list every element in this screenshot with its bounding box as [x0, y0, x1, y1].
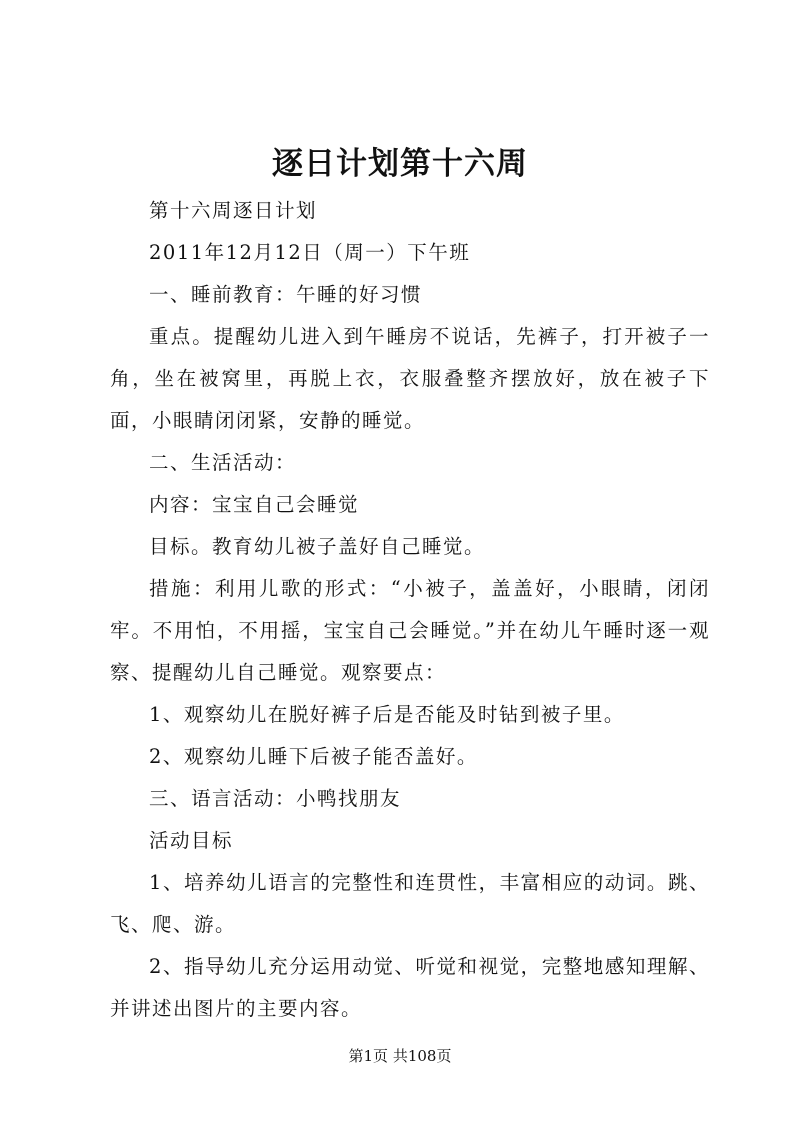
document-body — [110, 190, 710, 1030]
paragraph-goal-2: 2、指导幼儿充分运用动觉、听觉和视觉，完整地感知理解、并讲述出图片的主要内容。 — [110, 955, 710, 1020]
paragraph-content: 内容：宝宝自己会睡觉 — [149, 493, 360, 516]
paragraph-date: 2011年12月12日（周一）下午班 — [149, 241, 471, 264]
paragraph-plan-heading: 第十六周逐日计划 — [149, 199, 318, 222]
paragraph-observation-2: 2、观察幼儿睡下后被子能否盖好。 — [149, 745, 478, 768]
paragraph-activity-goals: 活动目标 — [149, 829, 234, 852]
page-footer: 第1页 共108页 — [348, 1047, 452, 1065]
document-title: 逐日计划第十六周 — [272, 146, 528, 182]
paragraph-observation-1: 1、观察幼儿在脱好裤子后是否能及时钻到被子里。 — [149, 703, 625, 726]
paragraph-key-points: 重点。提醒幼儿进入到午睡房不说话，先裤子，打开被子一角，坐在被窝里，再脱上衣，衣服叠整齐摆放好，放在被子下面，小眼睛闭闭紧，安静的睡觉。 — [110, 325, 710, 432]
paragraph-section-3: 三、语言活动：小鸭找朋友 — [149, 787, 402, 810]
paragraph-goal-1: 1、培养幼儿语言的完整性和连贯性，丰富相应的动词。跳、飞、爬、游。 — [110, 871, 710, 936]
paragraph-goal: 目标。教育幼儿被子盖好自己睡觉。 — [149, 535, 486, 558]
paragraph-measures: 措施：利用儿歌的形式：“小被子，盖盖好，小眼睛，闭闭牢。不用怕，不用摇，宝宝自己会睡觉。”并在幼儿午睡时逐一观察、提醒幼儿自己睡觉。观察要点： — [110, 577, 710, 684]
paragraph-section-2: 二、生活活动： — [149, 451, 297, 474]
paragraph-section-1: 一、睡前教育：午睡的好习惯 — [149, 283, 423, 306]
